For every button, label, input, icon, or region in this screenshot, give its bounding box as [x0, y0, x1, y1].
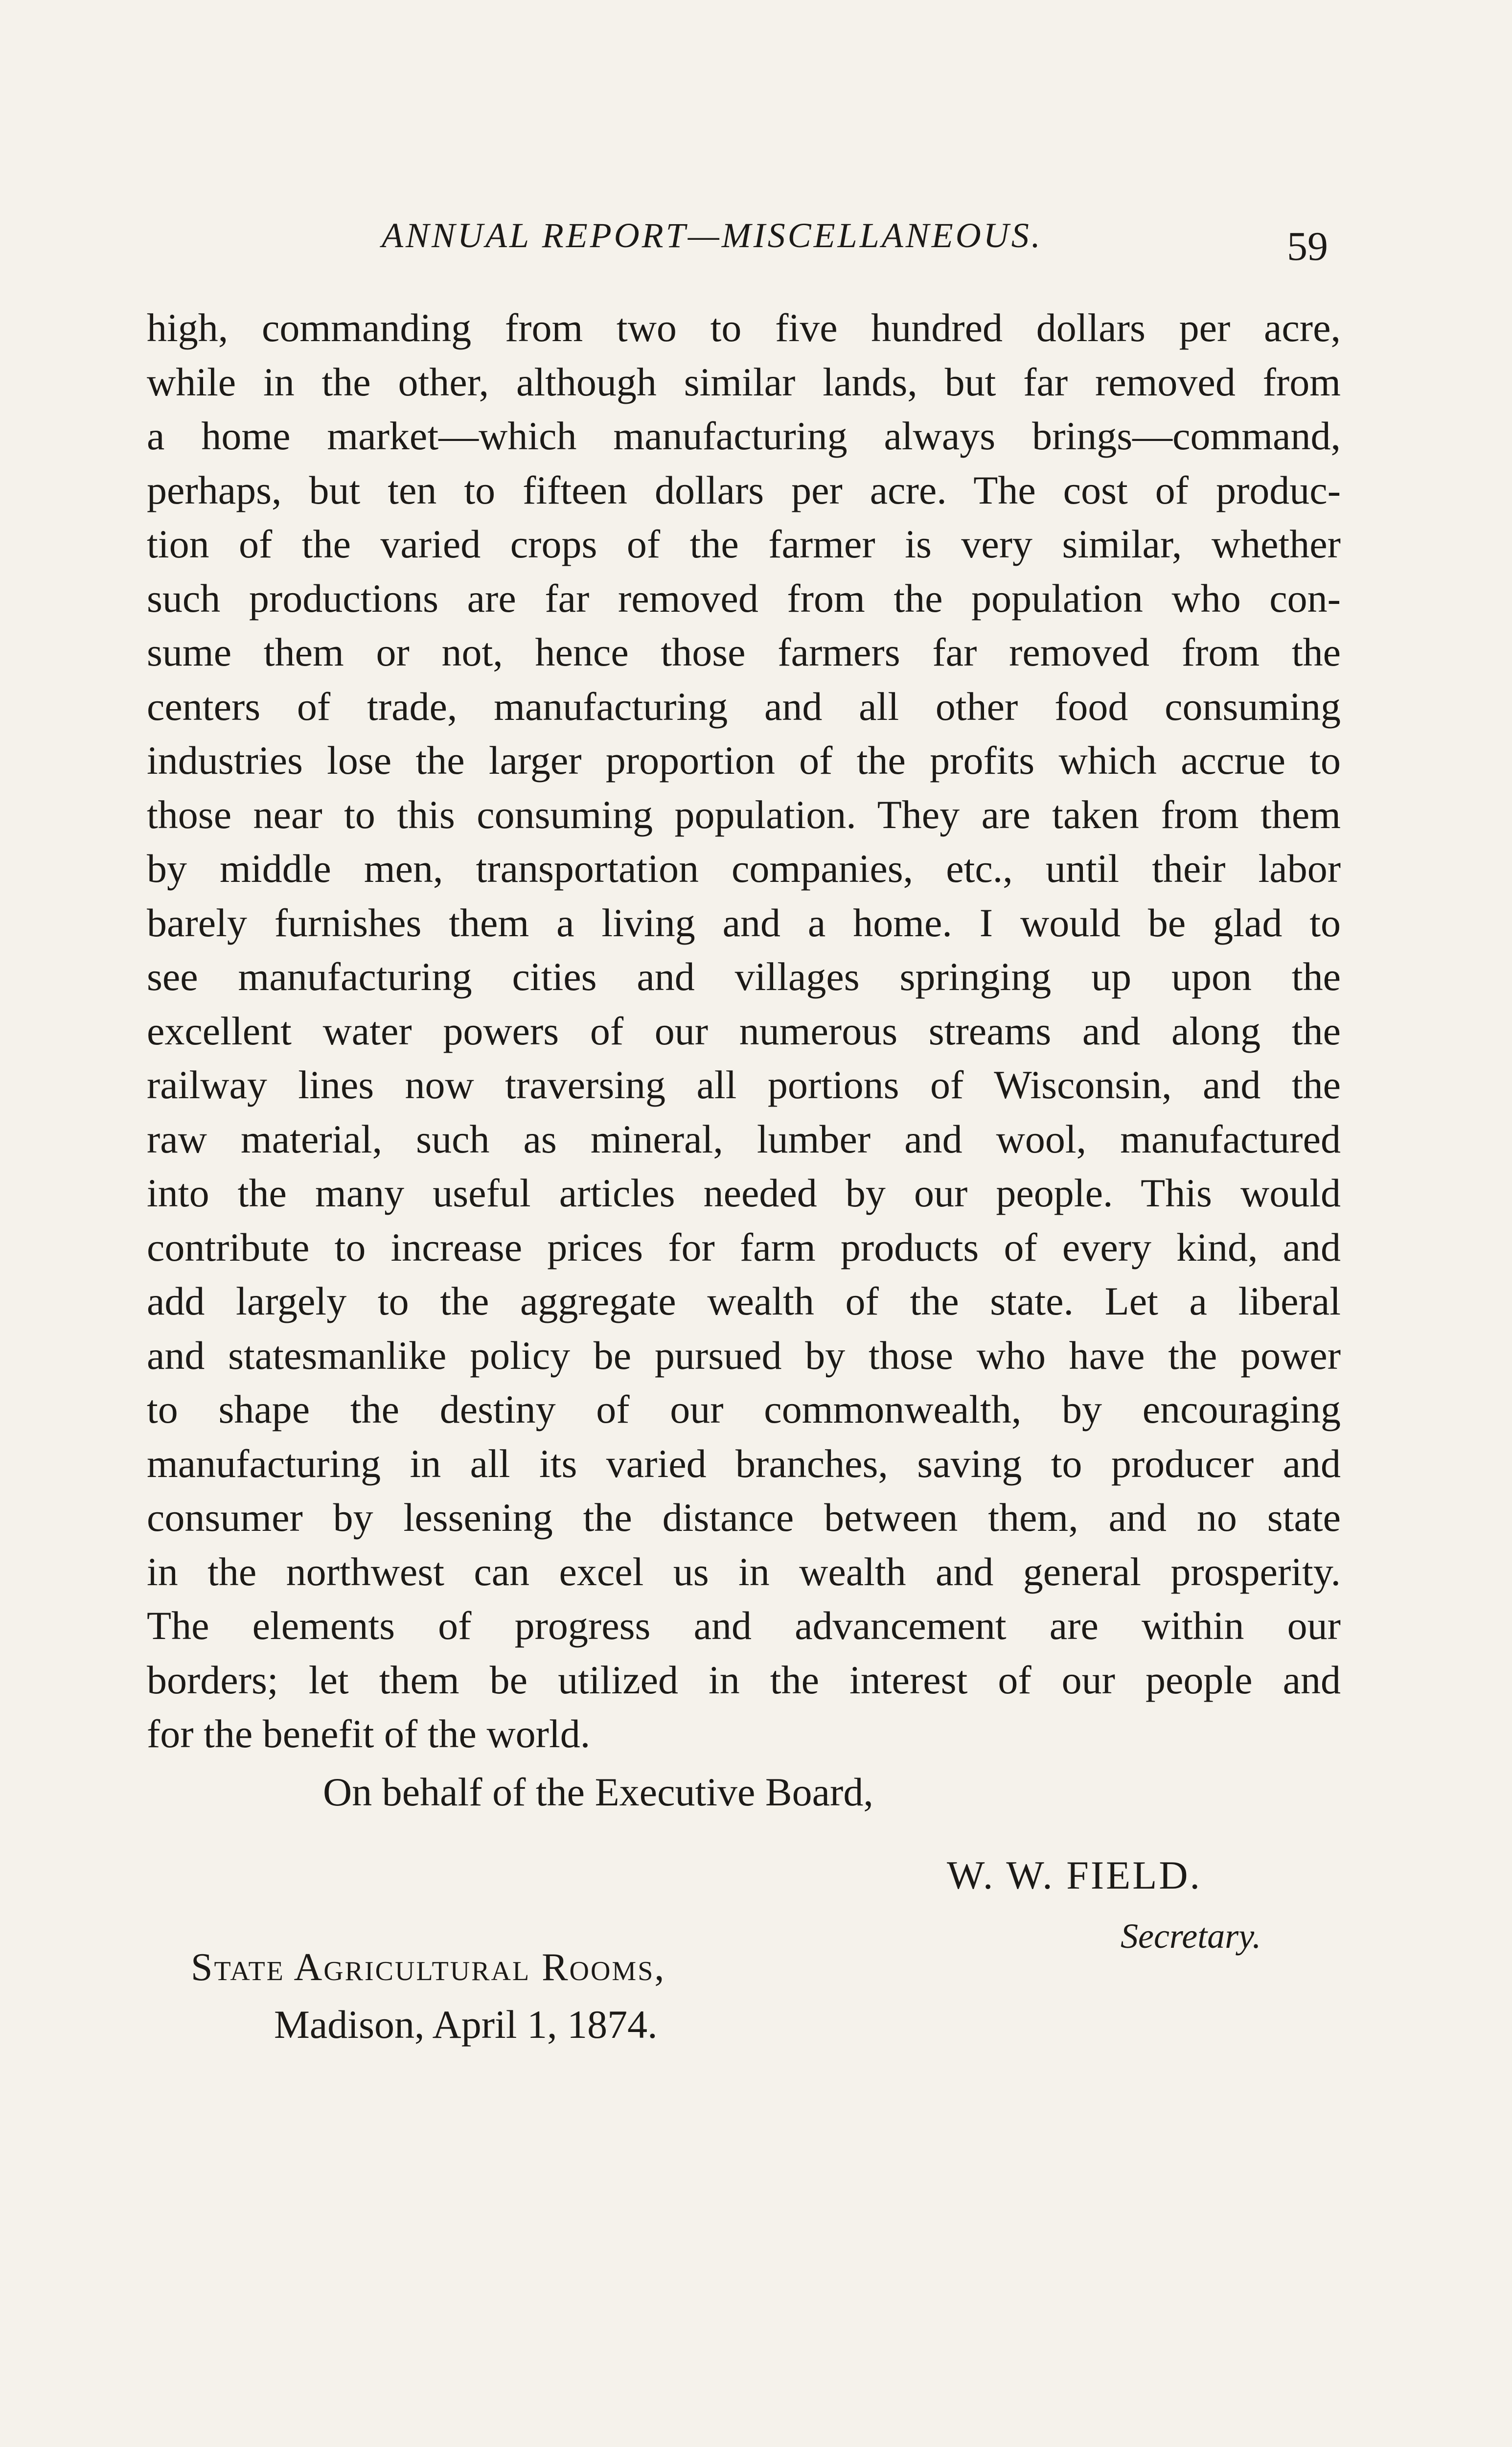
dateline-place: State Agricultural Rooms,	[191, 1946, 666, 1989]
text-line: high, commanding from two to five hundred dollars per acre,	[147, 305, 1341, 350]
text-line: barely furnishes them a living and a home. I would be glad to	[147, 900, 1341, 945]
page-number: 59	[1287, 224, 1328, 269]
text-line: add largely to the aggregate wealth of the state. Let a liberal	[147, 1279, 1341, 1323]
text-line: tion of the varied crops of the farmer is very similar, whether	[147, 522, 1341, 566]
text-line: raw material, such as mineral, lumber and wool, manufactured	[147, 1116, 1341, 1161]
text-line: centers of trade, manufacturing and all other food consuming	[147, 684, 1341, 729]
text-line: such productions are far removed from the population who con-	[147, 576, 1341, 621]
signatory-title: Secretary.	[1121, 1916, 1261, 1956]
text-line: see manufacturing cities and villages springing up upon the	[147, 954, 1341, 999]
running-head: ANNUAL REPORT—MISCELLANEOUS.	[382, 216, 1043, 255]
text-line: a home market—which manufacturing always brings—command,	[147, 414, 1341, 458]
text-line: by middle men, transportation companies, etc., until their labor	[147, 846, 1341, 891]
body-paragraph	[147, 301, 1341, 1761]
text-line: industries lose the larger proportion of the profits which accrue to	[147, 738, 1341, 783]
text-line: while in the other, although similar lands, but far removed from	[147, 359, 1341, 404]
text-line: excellent water powers of our numerous streams and along the	[147, 1008, 1341, 1053]
text-line: to shape the destiny of our commonwealth, by encouraging	[147, 1387, 1341, 1431]
text-line: and statesmanlike policy be pursued by those who have the power	[147, 1333, 1341, 1378]
text-line: consumer by lessening the distance between them, and no state	[147, 1495, 1341, 1540]
closing-line: On behalf of the Executive Board,	[323, 1770, 873, 1814]
text-line: into the many useful articles needed by our people. This would	[147, 1171, 1341, 1215]
text-line: for the benefit of the world.	[147, 1711, 591, 1756]
text-line: perhaps, but ten to fifteen dollars per acre. The cost of produc-	[147, 467, 1341, 512]
text-line: in the northwest can excel us in wealth and general prosperity.	[147, 1549, 1341, 1594]
text-line: borders; let them be utilized in the interest of our people and	[147, 1657, 1341, 1702]
text-line: The elements of progress and advancement are within our	[147, 1603, 1341, 1648]
text-line: sume them or not, hence those farmers far removed from the	[147, 630, 1341, 674]
dateline-date: Madison, April 1, 1874.	[274, 2002, 658, 2047]
signatory-name: W. W. FIELD.	[947, 1853, 1202, 1897]
text-line: those near to this consuming population. They are taken from them	[147, 792, 1341, 837]
text-line: railway lines now traversing all portions of Wisconsin, and the	[147, 1062, 1341, 1107]
text-line: manufacturing in all its varied branches, saving to producer and	[147, 1441, 1341, 1486]
text-line: contribute to increase prices for farm products of every kind, and	[147, 1224, 1341, 1270]
